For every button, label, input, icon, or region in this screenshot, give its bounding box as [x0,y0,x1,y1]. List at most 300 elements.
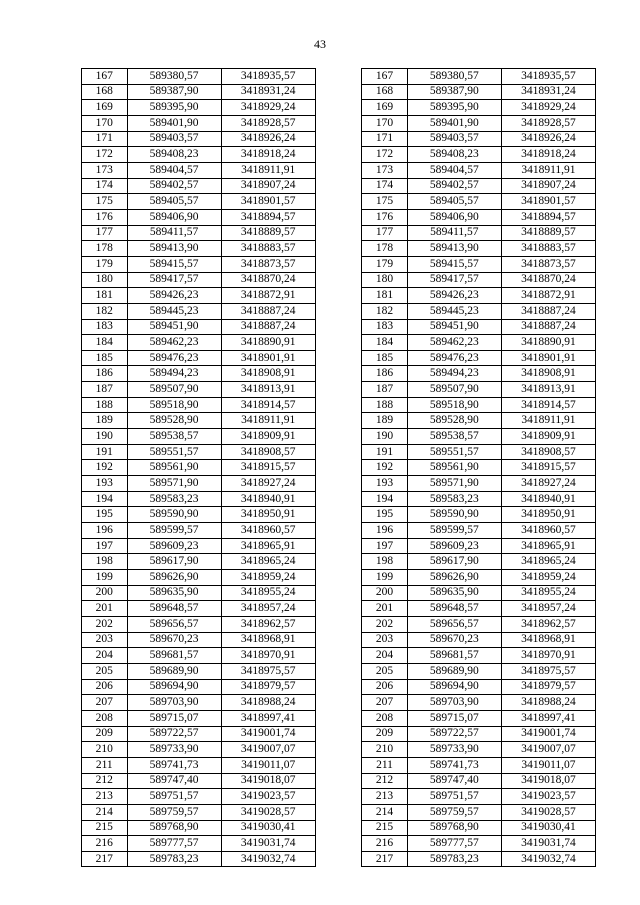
column-gap [315,710,362,726]
right-y-coordinate-cell: 3418959,24 [501,570,595,586]
left-y-coordinate-cell: 3418975,57 [221,663,315,679]
left-y-coordinate-cell: 3418915,57 [221,460,315,476]
column-gap [315,789,362,805]
right-x-coordinate-cell: 589715,07 [407,710,501,726]
column-gap [315,209,362,225]
left-x-coordinate-cell: 589777,57 [127,836,221,852]
left-point-number-cell: 181 [82,288,128,304]
column-gap [315,366,362,382]
right-y-coordinate-cell: 3418940,91 [501,491,595,507]
right-y-coordinate-cell: 3418960,57 [501,523,595,539]
column-gap [315,616,362,632]
left-y-coordinate-cell: 3418935,57 [221,69,315,85]
right-x-coordinate-cell: 589411,57 [407,225,501,241]
right-y-coordinate-cell: 3418970,91 [501,648,595,664]
right-x-coordinate-cell: 589571,90 [407,476,501,492]
left-point-number-cell: 194 [82,491,128,507]
right-y-coordinate-cell: 3418872,91 [501,288,595,304]
left-y-coordinate-cell: 3418872,91 [221,288,315,304]
right-x-coordinate-cell: 589689,90 [407,663,501,679]
left-x-coordinate-cell: 589404,57 [127,162,221,178]
left-x-coordinate-cell: 589380,57 [127,69,221,85]
column-gap [315,538,362,554]
right-x-coordinate-cell: 589401,90 [407,115,501,131]
column-gap [315,695,362,711]
right-point-number-cell: 174 [362,178,408,194]
right-y-coordinate-cell: 3418962,57 [501,616,595,632]
right-x-coordinate-cell: 589413,90 [407,241,501,257]
table-row [82,601,596,617]
right-y-coordinate-cell: 3419031,74 [501,836,595,852]
left-point-number-cell: 215 [82,820,128,836]
left-point-number-cell: 217 [82,851,128,867]
table-row [82,350,596,366]
right-x-coordinate-cell: 589747,40 [407,773,501,789]
column-gap [315,256,362,272]
right-y-coordinate-cell: 3419030,41 [501,820,595,836]
table-row [82,288,596,304]
right-point-number-cell: 205 [362,663,408,679]
right-point-number-cell: 171 [362,131,408,147]
left-point-number-cell: 212 [82,773,128,789]
left-x-coordinate-cell: 589528,90 [127,413,221,429]
left-y-coordinate-cell: 3418908,57 [221,444,315,460]
column-gap [315,115,362,131]
left-point-number-cell: 202 [82,616,128,632]
left-x-coordinate-cell: 589599,57 [127,523,221,539]
column-gap [315,773,362,789]
right-x-coordinate-cell: 589476,23 [407,350,501,366]
right-y-coordinate-cell: 3418955,24 [501,585,595,601]
left-point-number-cell: 188 [82,397,128,413]
table-row [82,476,596,492]
right-point-number-cell: 196 [362,523,408,539]
column-gap [315,601,362,617]
right-point-number-cell: 197 [362,538,408,554]
column-gap [315,429,362,445]
right-x-coordinate-cell: 589415,57 [407,256,501,272]
left-point-number-cell: 189 [82,413,128,429]
right-point-number-cell: 172 [362,147,408,163]
column-gap [315,523,362,539]
right-y-coordinate-cell: 3418911,91 [501,162,595,178]
left-y-coordinate-cell: 3418950,91 [221,507,315,523]
left-point-number-cell: 174 [82,178,128,194]
left-x-coordinate-cell: 589403,57 [127,131,221,147]
right-point-number-cell: 187 [362,382,408,398]
right-point-number-cell: 186 [362,366,408,382]
left-point-number-cell: 201 [82,601,128,617]
right-point-number-cell: 191 [362,444,408,460]
right-point-number-cell: 211 [362,757,408,773]
table-row [82,162,596,178]
left-x-coordinate-cell: 589476,23 [127,350,221,366]
table-row [82,366,596,382]
left-x-coordinate-cell: 589426,23 [127,288,221,304]
left-x-coordinate-cell: 589462,23 [127,335,221,351]
left-point-number-cell: 199 [82,570,128,586]
left-y-coordinate-cell: 3418913,91 [221,382,315,398]
left-x-coordinate-cell: 589648,57 [127,601,221,617]
right-point-number-cell: 179 [362,256,408,272]
right-x-coordinate-cell: 589406,90 [407,209,501,225]
left-point-number-cell: 205 [82,663,128,679]
left-point-number-cell: 209 [82,726,128,742]
column-gap [315,413,362,429]
left-point-number-cell: 198 [82,554,128,570]
right-point-number-cell: 204 [362,648,408,664]
left-y-coordinate-cell: 3418873,57 [221,256,315,272]
left-point-number-cell: 214 [82,804,128,820]
table-row [82,444,596,460]
left-point-number-cell: 182 [82,303,128,319]
left-y-coordinate-cell: 3418914,57 [221,397,315,413]
right-y-coordinate-cell: 3418918,24 [501,147,595,163]
table-row [82,570,596,586]
right-y-coordinate-cell: 3418929,24 [501,100,595,116]
table-row [82,84,596,100]
left-point-number-cell: 191 [82,444,128,460]
column-gap [315,100,362,116]
left-point-number-cell: 206 [82,679,128,695]
page-number: 43 [314,37,326,51]
left-y-coordinate-cell: 3418979,57 [221,679,315,695]
left-y-coordinate-cell: 3418965,91 [221,538,315,554]
right-y-coordinate-cell: 3418901,91 [501,350,595,366]
coordinate-table [81,68,596,867]
column-gap [315,241,362,257]
column-gap [315,350,362,366]
left-x-coordinate-cell: 589415,57 [127,256,221,272]
left-y-coordinate-cell: 3419001,74 [221,726,315,742]
left-x-coordinate-cell: 589561,90 [127,460,221,476]
right-x-coordinate-cell: 589538,57 [407,429,501,445]
right-y-coordinate-cell: 3418965,24 [501,554,595,570]
left-y-coordinate-cell: 3418970,91 [221,648,315,664]
column-gap [315,836,362,852]
left-point-number-cell: 185 [82,350,128,366]
right-x-coordinate-cell: 589426,23 [407,288,501,304]
left-x-coordinate-cell: 589733,90 [127,742,221,758]
table-row [82,413,596,429]
left-y-coordinate-cell: 3418909,91 [221,429,315,445]
right-point-number-cell: 173 [362,162,408,178]
table-row [82,523,596,539]
table-row [82,554,596,570]
left-x-coordinate-cell: 589417,57 [127,272,221,288]
column-gap [315,554,362,570]
right-point-number-cell: 177 [362,225,408,241]
column-gap [315,225,362,241]
left-point-number-cell: 208 [82,710,128,726]
right-x-coordinate-cell: 589656,57 [407,616,501,632]
table-row [82,100,596,116]
left-x-coordinate-cell: 589590,90 [127,507,221,523]
right-point-number-cell: 181 [362,288,408,304]
table-row [82,851,596,867]
left-x-coordinate-cell: 589583,23 [127,491,221,507]
left-y-coordinate-cell: 3418894,57 [221,209,315,225]
left-x-coordinate-cell: 589694,90 [127,679,221,695]
table-row [82,397,596,413]
right-point-number-cell: 194 [362,491,408,507]
left-y-coordinate-cell: 3418927,24 [221,476,315,492]
table-row [82,319,596,335]
table-row [82,632,596,648]
column-gap [315,84,362,100]
left-x-coordinate-cell: 589395,90 [127,100,221,116]
right-point-number-cell: 180 [362,272,408,288]
right-point-number-cell: 195 [362,507,408,523]
left-y-coordinate-cell: 3419032,74 [221,851,315,867]
left-y-coordinate-cell: 3418918,24 [221,147,315,163]
right-x-coordinate-cell: 589590,90 [407,507,501,523]
right-point-number-cell: 216 [362,836,408,852]
right-x-coordinate-cell: 589583,23 [407,491,501,507]
column-gap [315,131,362,147]
right-y-coordinate-cell: 3418935,57 [501,69,595,85]
table-row [82,115,596,131]
right-y-coordinate-cell: 3418894,57 [501,209,595,225]
right-point-number-cell: 217 [362,851,408,867]
left-x-coordinate-cell: 589387,90 [127,84,221,100]
left-point-number-cell: 176 [82,209,128,225]
column-gap [315,757,362,773]
column-gap [315,194,362,210]
right-y-coordinate-cell: 3418883,57 [501,241,595,257]
left-point-number-cell: 172 [82,147,128,163]
right-y-coordinate-cell: 3418914,57 [501,397,595,413]
left-point-number-cell: 204 [82,648,128,664]
left-x-coordinate-cell: 589689,90 [127,663,221,679]
left-point-number-cell: 210 [82,742,128,758]
right-point-number-cell: 182 [362,303,408,319]
right-y-coordinate-cell: 3418950,91 [501,507,595,523]
right-y-coordinate-cell: 3418901,57 [501,194,595,210]
left-x-coordinate-cell: 589751,57 [127,789,221,805]
column-gap [315,663,362,679]
right-y-coordinate-cell: 3418889,57 [501,225,595,241]
column-gap [315,303,362,319]
left-point-number-cell: 183 [82,319,128,335]
table-row [82,773,596,789]
left-point-number-cell: 178 [82,241,128,257]
table-row [82,241,596,257]
left-x-coordinate-cell: 589783,23 [127,851,221,867]
left-x-coordinate-cell: 589408,23 [127,147,221,163]
left-y-coordinate-cell: 3418911,91 [221,413,315,429]
right-y-coordinate-cell: 3418968,91 [501,632,595,648]
left-x-coordinate-cell: 589656,57 [127,616,221,632]
left-y-coordinate-cell: 3419030,41 [221,820,315,836]
right-x-coordinate-cell: 589445,23 [407,303,501,319]
left-point-number-cell: 187 [82,382,128,398]
right-x-coordinate-cell: 589451,90 [407,319,501,335]
right-y-coordinate-cell: 3418997,41 [501,710,595,726]
left-point-number-cell: 180 [82,272,128,288]
left-point-number-cell: 177 [82,225,128,241]
right-x-coordinate-cell: 589403,57 [407,131,501,147]
table-row [82,742,596,758]
table-row [82,663,596,679]
left-x-coordinate-cell: 589741,73 [127,757,221,773]
left-y-coordinate-cell: 3419007,07 [221,742,315,758]
right-x-coordinate-cell: 589462,23 [407,335,501,351]
right-point-number-cell: 212 [362,773,408,789]
left-x-coordinate-cell: 589703,90 [127,695,221,711]
left-y-coordinate-cell: 3418997,41 [221,710,315,726]
right-point-number-cell: 201 [362,601,408,617]
table-row [82,178,596,194]
left-y-coordinate-cell: 3419023,57 [221,789,315,805]
left-x-coordinate-cell: 589722,57 [127,726,221,742]
table-row [82,507,596,523]
column-gap [315,507,362,523]
right-y-coordinate-cell: 3418957,24 [501,601,595,617]
right-x-coordinate-cell: 589551,57 [407,444,501,460]
right-x-coordinate-cell: 589408,23 [407,147,501,163]
right-point-number-cell: 170 [362,115,408,131]
right-y-coordinate-cell: 3418908,91 [501,366,595,382]
table-row [82,335,596,351]
table-row [82,303,596,319]
table-row [82,757,596,773]
left-point-number-cell: 193 [82,476,128,492]
column-gap [315,679,362,695]
right-y-coordinate-cell: 3418907,24 [501,178,595,194]
left-y-coordinate-cell: 3418940,91 [221,491,315,507]
right-y-coordinate-cell: 3418887,24 [501,303,595,319]
left-point-number-cell: 200 [82,585,128,601]
left-point-number-cell: 195 [82,507,128,523]
table-row [82,679,596,695]
left-x-coordinate-cell: 589538,57 [127,429,221,445]
right-point-number-cell: 206 [362,679,408,695]
right-point-number-cell: 193 [362,476,408,492]
right-x-coordinate-cell: 589694,90 [407,679,501,695]
left-x-coordinate-cell: 589451,90 [127,319,221,335]
right-point-number-cell: 189 [362,413,408,429]
left-point-number-cell: 171 [82,131,128,147]
left-y-coordinate-cell: 3418968,91 [221,632,315,648]
column-gap [315,648,362,664]
right-x-coordinate-cell: 589561,90 [407,460,501,476]
left-y-coordinate-cell: 3419031,74 [221,836,315,852]
right-y-coordinate-cell: 3418913,91 [501,382,595,398]
table-row [82,710,596,726]
column-gap [315,69,362,85]
right-x-coordinate-cell: 589670,23 [407,632,501,648]
right-point-number-cell: 200 [362,585,408,601]
right-point-number-cell: 202 [362,616,408,632]
left-point-number-cell: 216 [82,836,128,852]
left-point-number-cell: 196 [82,523,128,539]
table-row [82,789,596,805]
left-y-coordinate-cell: 3418929,24 [221,100,315,116]
table-row [82,209,596,225]
table-row [82,382,596,398]
left-y-coordinate-cell: 3418960,57 [221,523,315,539]
right-point-number-cell: 178 [362,241,408,257]
right-point-number-cell: 214 [362,804,408,820]
left-point-number-cell: 173 [82,162,128,178]
left-x-coordinate-cell: 589411,57 [127,225,221,241]
column-gap [315,726,362,742]
right-point-number-cell: 169 [362,100,408,116]
right-point-number-cell: 190 [362,429,408,445]
table-row [82,695,596,711]
left-y-coordinate-cell: 3418911,91 [221,162,315,178]
column-gap [315,632,362,648]
column-gap [315,335,362,351]
left-point-number-cell: 167 [82,69,128,85]
right-x-coordinate-cell: 589380,57 [407,69,501,85]
left-x-coordinate-cell: 589494,23 [127,366,221,382]
column-gap [315,570,362,586]
right-y-coordinate-cell: 3418908,57 [501,444,595,460]
right-y-coordinate-cell: 3418927,24 [501,476,595,492]
right-y-coordinate-cell: 3419007,07 [501,742,595,758]
left-point-number-cell: 203 [82,632,128,648]
left-point-number-cell: 190 [82,429,128,445]
right-x-coordinate-cell: 589404,57 [407,162,501,178]
table-row [82,225,596,241]
left-y-coordinate-cell: 3419011,07 [221,757,315,773]
left-x-coordinate-cell: 589635,90 [127,585,221,601]
right-y-coordinate-cell: 3418928,57 [501,115,595,131]
right-x-coordinate-cell: 589741,73 [407,757,501,773]
right-point-number-cell: 199 [362,570,408,586]
left-y-coordinate-cell: 3418889,57 [221,225,315,241]
left-y-coordinate-cell: 3418928,57 [221,115,315,131]
left-y-coordinate-cell: 3418926,24 [221,131,315,147]
column-gap [315,178,362,194]
left-point-number-cell: 186 [82,366,128,382]
left-y-coordinate-cell: 3418908,91 [221,366,315,382]
right-x-coordinate-cell: 589617,90 [407,554,501,570]
right-y-coordinate-cell: 3419028,57 [501,804,595,820]
table-row [82,272,596,288]
right-x-coordinate-cell: 589626,90 [407,570,501,586]
right-point-number-cell: 210 [362,742,408,758]
left-y-coordinate-cell: 3418901,91 [221,350,315,366]
right-y-coordinate-cell: 3418911,91 [501,413,595,429]
right-point-number-cell: 188 [362,397,408,413]
right-point-number-cell: 213 [362,789,408,805]
left-y-coordinate-cell: 3418955,24 [221,585,315,601]
right-y-coordinate-cell: 3418915,57 [501,460,595,476]
left-point-number-cell: 169 [82,100,128,116]
right-point-number-cell: 209 [362,726,408,742]
right-x-coordinate-cell: 589609,23 [407,538,501,554]
left-x-coordinate-cell: 589551,57 [127,444,221,460]
right-x-coordinate-cell: 589759,57 [407,804,501,820]
left-x-coordinate-cell: 589571,90 [127,476,221,492]
left-x-coordinate-cell: 589759,57 [127,804,221,820]
left-y-coordinate-cell: 3419018,07 [221,773,315,789]
right-x-coordinate-cell: 589768,90 [407,820,501,836]
table-row [82,194,596,210]
column-gap [315,491,362,507]
right-y-coordinate-cell: 3419023,57 [501,789,595,805]
left-x-coordinate-cell: 589406,90 [127,209,221,225]
coordinate-table-body [82,69,596,867]
left-point-number-cell: 179 [82,256,128,272]
left-y-coordinate-cell: 3419028,57 [221,804,315,820]
left-point-number-cell: 207 [82,695,128,711]
column-gap [315,742,362,758]
right-x-coordinate-cell: 589783,23 [407,851,501,867]
